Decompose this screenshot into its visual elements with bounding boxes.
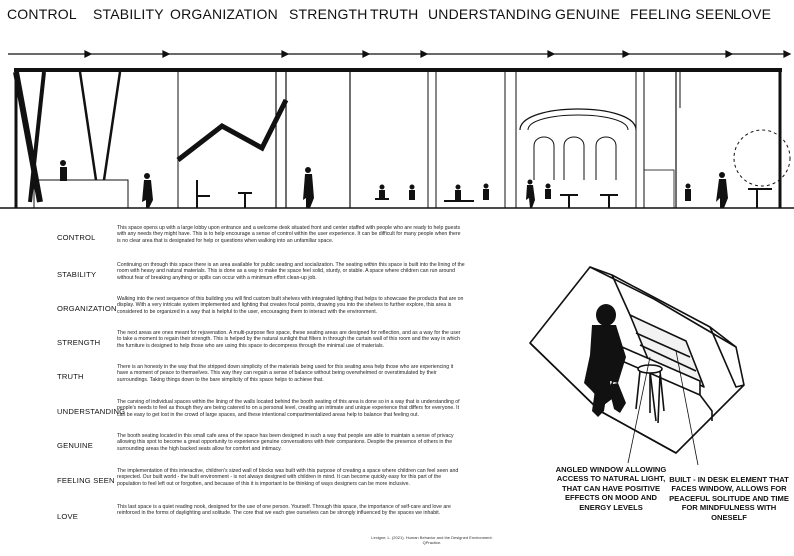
- row-term: STRENGTH: [57, 338, 101, 347]
- row-text: The implementation of this interactive, children's sized wall of blocks was built with this purpose of creating a space where children can feel seen and respected. Our built world - the built environment - is not always designed with children in mind. It can become quickly easy for this part of the population to feel left out or forgotten, and because of this it is important to be thinking of ways designers can be more inclusive.: [117, 468, 459, 487]
- row-text: There is an honesty in the way that the stripped down simplicity of the materials being used for this seating area help those who are experiencing it have a moment of peace to themselves. This way they can regain a sense of balance without being overwhelmed or overstimulated by their surroundings. Taking things down to the bare simplicity of this space helps to achieve that.: [117, 364, 454, 383]
- row-term: TRUTH: [57, 372, 84, 381]
- callout-angled-window: ANGLED WINDOW ALLOWING ACCESS TO NATURAL LIGHT, THAT CAN HAVE POSITIVE EFFECTS ON MOOD AND ENERGY LEVELS: [555, 465, 667, 512]
- label-truth: TRUTH: [370, 6, 419, 22]
- row-term: GENUINE: [57, 441, 93, 450]
- row-text: The booth seating located in this small cafe area of the space has been designed in such a way that people are able to maintain a sense of privacy allowing this spot to become a great opportunity to experience genuine conversations with their companions. Despite the presence of others in the surrounding areas the high backed seats allow for comfort and intimacy.: [117, 433, 454, 452]
- label-understanding: UNDERSTANDING: [428, 6, 552, 22]
- callout-built-in-desk: BUILT - IN DESK ELEMENT THAT FACES WINDOW, ALLOWS FOR PEACEFUL SOLITUDE AND TIME FOR MINDFULNESS WITH ONESELF: [669, 475, 789, 522]
- concept-labels: [0, 6, 794, 26]
- row-text: This space opens up with a large lobby upon entrance and a welcome desk situated front and center staffed with people who are ready to help guests with any needs they might have. This is to help encourage a sense of control within the user experience. It can be difficult for many people when there is no clear area that is designated for help or questions when walking into an unfamiliar space.: [117, 225, 461, 244]
- label-organization: ORGANIZATION: [170, 6, 278, 22]
- citation: Lexigne, L. (2021). Human Behavior and the Designed Environment. QPractice.: [371, 535, 493, 545]
- row-term: CONTROL: [57, 233, 96, 242]
- row-text: The next areas are ones meant for rejuvenation. A multi-purpose flex space, these seating areas are designed for reflection, and as a way for the user to take a moment to regain their strength. This is helped by the natural sunlight that filters in through the curtain wall of this room and the way in which the furniture is designed to help those who are using this space to decompress through the minimal use of materials.: [117, 330, 461, 349]
- row-text: Continuing on through this space there is an area available for public seating and socialization. The seating within this space is built into the lining of the room with heavy and natural materials. This is done as a way to make the space feel solid, sturdy, or stable. A space where children can run around without fear of breaking anything or spills can occur with a minimum effort clean-up job.: [117, 262, 465, 281]
- people-and-furniture: [60, 160, 772, 208]
- row-term: ORGANIZATION: [57, 304, 117, 313]
- label-control: CONTROL: [7, 6, 77, 22]
- label-feeling-seen: FEELING SEEN: [630, 6, 735, 22]
- row-term: FEELING SEEN: [57, 476, 115, 485]
- row-text: Walking into the next sequence of this building you will find custom built shelves with integrated lighting that helps to showcase the products that are on display. With a very intricate system implemented and lighting that creates focal points, drawing you into the shelves to further explore, this area is considered to be organized in a way that is helpful to the user, encouraging them to interact with the environment.: [117, 296, 464, 315]
- row-term: STABILITY: [57, 270, 97, 279]
- label-love: LOVE: [733, 6, 772, 22]
- label-stability: STABILITY: [93, 6, 164, 22]
- row-term: UNDERSTANDING: [57, 407, 126, 416]
- sequence-arrows: [8, 51, 790, 57]
- label-strength: STRENGTH: [289, 6, 368, 22]
- building-section-drawing: [0, 30, 794, 220]
- row-text: This last space is a quiet reading nook, designed for the use of one person. Yourself. Through this space, the importance of self-care and love are reinforced in the forms of daylighting and solitude. The core that we each give ourselves can be strongly influenced by the spaces we inhabit.: [117, 504, 451, 517]
- section-frame: [0, 70, 794, 208]
- row-term: LOVE: [57, 512, 79, 521]
- label-genuine: GENUINE: [555, 6, 621, 22]
- row-text: The carving of individual spaces within the lining of the walls located behind the booth seating of this area is done so in a way that is understanding of people's needs to feel as though they are being catered to on a personal level, creating an intimate and unique experience that differs for everyone. It can be easy to get lost in the crowd of large spaces, and these intentional compartmentalized areas help to balance that feeling out.: [117, 399, 460, 418]
